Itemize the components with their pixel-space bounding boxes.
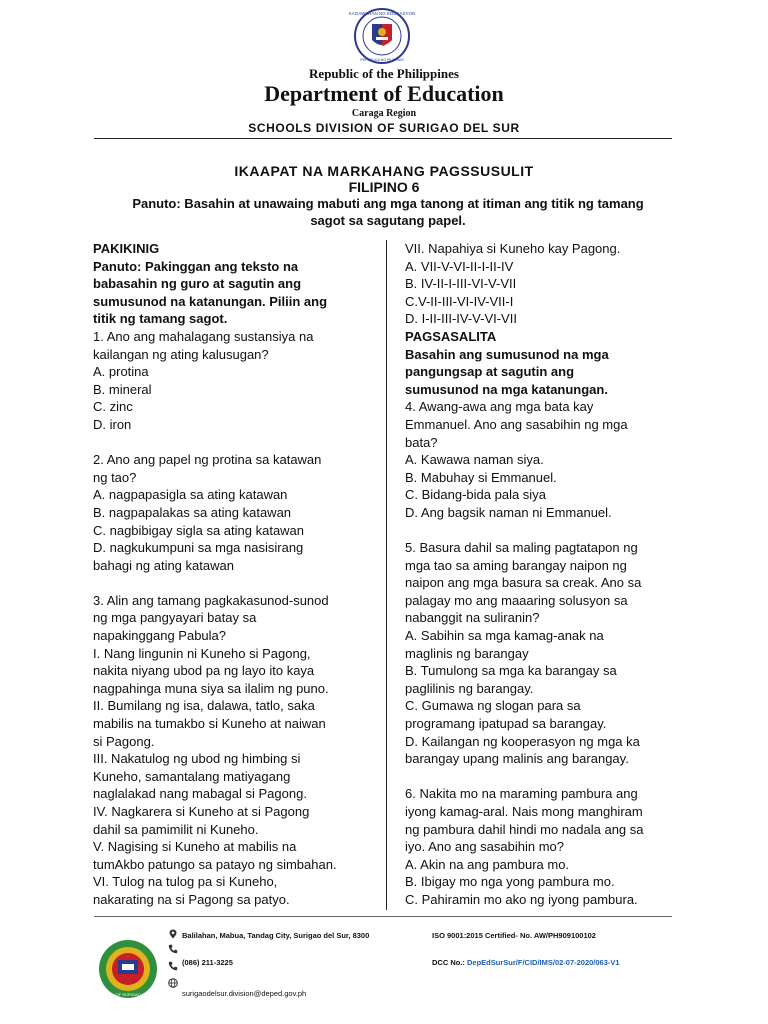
right-text-line: C.V-II-III-VI-IV-VII-I: [405, 293, 514, 309]
right-text-line: B. Tumulong sa mga ka barangay sa: [405, 663, 617, 679]
right-text-line: barangay upang malinis ang barangay.: [405, 751, 629, 767]
right-text-line: VII. Napahiya si Kuneho kay Pagong.: [405, 241, 621, 256]
footer-phone: (086) 211-3225: [182, 958, 233, 967]
right-text-line: B. IV-II-I-III-VI-V-VII: [405, 276, 517, 292]
right-text-line: bata?: [405, 434, 438, 450]
left-text-line: tumAkbo patungo sa patayo ng simbahan.: [93, 856, 337, 872]
left-text-line: napakinggang Pabula?: [93, 628, 227, 644]
right-text-line: iyo. Ano ang sasabihin mo?: [405, 839, 564, 855]
left-text-line: III. Nakatulog ng ubod ng himbing si: [93, 751, 301, 767]
seal-subtext: REPUBLIKA NG PILIPINAS: [360, 58, 404, 62]
left-heading-line: Panuto: Pakinggan ang teksto na: [93, 258, 299, 274]
right-text-line: naipon ang mga basura sa creak. Ano sa: [405, 575, 642, 591]
column-divider: [386, 240, 387, 910]
right-spacer: [405, 768, 677, 786]
footer-email[interactable]: surigaodelsur.division@deped.gov.ph: [182, 989, 307, 998]
left-text-line: si Pagong.: [93, 733, 155, 749]
right-text-line: A. Kawawa naman siya.: [405, 452, 544, 468]
instruction-line: Panuto: Basahin at unawaing mabuti ang mga tanong at itiman ang titik ng tamang: [132, 196, 644, 211]
left-heading-line: sumusunod na katanungan. Piliin ang: [93, 293, 328, 309]
left-text-line: C. zinc: [93, 399, 133, 415]
right-text-line: A. VII-V-VI-II-I-II-IV: [405, 258, 514, 274]
right-text-line: iyong kamag-aral. Nais mong manghiram: [405, 804, 643, 819]
left-text-line: 1. Ano ang mahalagang sustansiya na: [93, 328, 314, 344]
department-heading: Department of Education: [264, 81, 504, 106]
left-text-line: D. iron: [93, 416, 132, 432]
left-text-line: V. Nagising si Kuneho at mabilis na: [93, 839, 297, 855]
left-text-line: A. nagpapasigla sa ating katawan: [93, 487, 288, 503]
right-text-line: D. I-II-III-IV-V-VI-VII: [405, 311, 517, 327]
right-text-line: ng pambura dahil hindi mo nadala ang sa: [405, 821, 644, 837]
left-spacer: [93, 434, 368, 452]
left-text-line: D. nagkukumpuni sa mga nasisirang: [93, 540, 304, 556]
left-heading-line: babasahin ng guro at sagutin ang: [93, 276, 302, 292]
right-text-line: D. Kailangan ng kooperasyon ng mga ka: [405, 733, 640, 749]
division-heading: SCHOOLS DIVISION OF SURIGAO DEL SUR: [248, 121, 520, 135]
left-text-line: B. nagpapalakas sa ating katawan: [93, 504, 292, 520]
left-heading-line: PAKIKINIG: [93, 241, 160, 256]
left-text-line: nagpahinga muna siya sa ilalim ng puno.: [93, 680, 329, 696]
right-heading-line: PAGSASALITA: [405, 328, 497, 344]
left-text-line: ng tao?: [93, 469, 137, 485]
left-text-line: B. mineral: [93, 381, 152, 397]
republic-heading: Republic of the Philippines: [309, 66, 459, 81]
phone-icon: [168, 961, 178, 971]
globe-icon: [168, 978, 178, 988]
dcc-value: DepEdSurSur/F/CID/IMS/02-07-2020/063-V1: [467, 958, 620, 967]
right-text-line: 5. Basura dahil sa maling pagtatapon ng: [405, 540, 638, 556]
right-heading-line: pangungsap at sagutin ang: [405, 364, 575, 380]
left-text-line: 2. Ano ang papel ng protina sa katawan: [93, 452, 322, 468]
left-text-line: bahagi ng ating katawan: [93, 557, 234, 573]
left-text-line: Kuneho, samantalang matiyagang: [93, 768, 291, 784]
right-text-line: 4. Awang-awa ang mga bata kay: [405, 399, 594, 415]
footer-address: Balilahan, Mabua, Tandag City, Surigao del Sur, 8300: [182, 931, 370, 940]
left-text-line: ng mga pangyayari batay sa: [93, 610, 257, 626]
seal-text: KAGAWARAN NG EDUKASYON: [348, 11, 416, 16]
right-heading-line: Basahin ang sumusunod na mga: [405, 346, 609, 362]
right-text-line: D. Ang bagsik naman ni Emmanuel.: [405, 504, 612, 520]
dcc-label: DCC No.:: [432, 958, 465, 967]
left-text-line: VI. Tulog na tulog pa si Kuneho,: [93, 874, 278, 890]
right-heading-line: sumusunod na mga katanungan.: [405, 381, 608, 397]
left-column: [93, 240, 368, 909]
left-text-line: I. Nang lingunin ni Kuneho si Pagong,: [93, 645, 311, 661]
left-text-line: A. protina: [93, 364, 149, 380]
exam-title: IKAAPAT NA MARKAHANG PAGSSUSULIT: [234, 163, 534, 179]
right-text-line: A. Sabihin sa mga kamag-anak na: [405, 628, 604, 644]
left-text-line: dahil sa pamimilit ni Kuneho.: [93, 821, 259, 837]
left-text-line: naglalakad nang mabagal si Pagong.: [93, 786, 307, 802]
left-text-line: IV. Nagkarera si Kuneho at si Pagong: [93, 804, 310, 819]
deped-seal-logo: [340, 8, 424, 64]
right-text-line: programang ipatupad sa barangay.: [405, 716, 607, 732]
right-text-line: paglilinis ng barangay.: [405, 680, 534, 696]
division-logo: [92, 938, 164, 1000]
right-text-line: maglinis ng barangay: [405, 645, 529, 661]
right-text-line: B. Ibigay mo nga yong pambura mo.: [405, 874, 615, 890]
left-text-line: nakarating na si Pagong sa patyo.: [93, 891, 290, 907]
right-text-line: C. Bidang-bida pala siya: [405, 487, 546, 503]
location-pin-icon: [168, 929, 178, 939]
right-text-line: Emmanuel. Ano ang sasabihin ng mga: [405, 416, 628, 432]
right-text-line: mga tao sa aming barangay naipon ng: [405, 557, 627, 573]
instruction-line: sagot sa sagutang papel.: [310, 213, 466, 228]
left-spacer: [93, 574, 368, 592]
left-text-line: mabilis na tumakbo si Kuneho at naiwan: [93, 716, 326, 732]
right-text-line: 6. Nakita mo na maraming pambura ang: [405, 786, 638, 802]
header-divider: [94, 138, 672, 139]
footer-dcc: [432, 958, 620, 967]
exam-subject: FILIPINO 6: [348, 179, 420, 195]
left-text-line: II. Bumilang ng isa, dalawa, tatlo, saka: [93, 698, 315, 714]
footer-divider: [94, 916, 672, 917]
right-spacer: [405, 522, 677, 540]
right-text-line: B. Mabuhay si Emmanuel.: [405, 469, 557, 485]
left-heading-line: titik ng tamang sagot.: [93, 311, 228, 327]
right-text-line: A. Akin na ang pambura mo.: [405, 856, 570, 872]
right-text-line: nabanggit na suliranin?: [405, 610, 540, 626]
footer-iso: ISO 9001:2015 Certified- No. AW/PH909100102: [432, 931, 596, 940]
left-text-line: nakita niyang ubod pa ng layo ito kaya: [93, 663, 315, 679]
phone-icon: [168, 944, 178, 954]
division-logo-text: DIVISION OF SURIGAO DEL SUR: [96, 992, 160, 997]
left-text-line: kailangan ng ating kalusugan?: [93, 346, 269, 362]
right-text-line: C. Pahiramin mo ako ng iyong pambura.: [405, 891, 638, 907]
right-text-line: palagay mo ang maaaring solusyon sa: [405, 592, 628, 608]
right-text-line: C. Gumawa ng slogan para sa: [405, 698, 581, 714]
exam-instructions: [110, 195, 666, 229]
left-text-line: C. nagbibigay sigla sa ating katawan: [93, 522, 305, 538]
region-heading: Caraga Region: [351, 108, 417, 119]
left-text-line: 3. Alin ang tamang pagkakasunod-sunod: [93, 592, 329, 608]
right-column: [405, 240, 677, 909]
